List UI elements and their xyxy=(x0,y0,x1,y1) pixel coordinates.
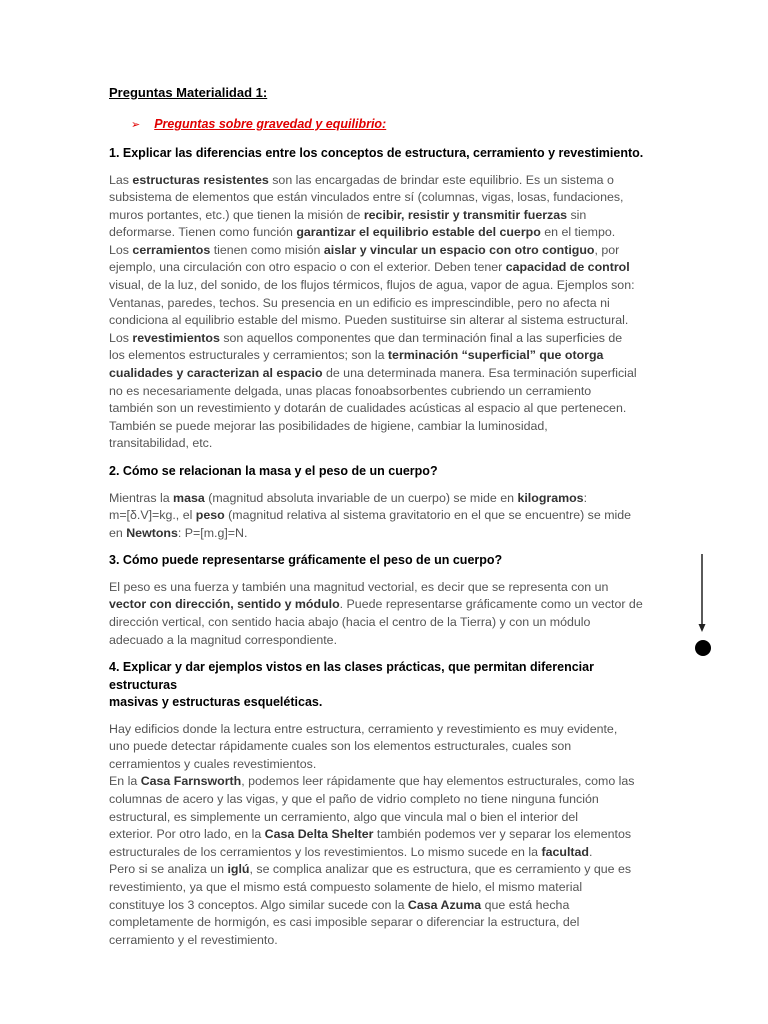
answer-paragraph xyxy=(109,172,661,454)
bold-term: estructuras resistentes xyxy=(132,172,269,187)
text-run: tienen como misión xyxy=(210,242,324,257)
bold-term: kilogramos xyxy=(517,490,584,505)
text-run: , se complica analizar que es estructura, que es cerramiento y que es revestimiento, ya que el mismo está compuesto solamente de hielo, el mismo material constituye los 3 conceptos. Algo similar sucede con la xyxy=(109,862,632,912)
bold-term: iglú xyxy=(227,862,250,877)
bold-term: peso xyxy=(195,508,225,523)
answer-paragraph xyxy=(109,721,661,950)
text-run: que está hecha completamente de hormigón, es casi imposible separar o diferenciar la estructura, del cerramiento y el revestimiento. xyxy=(109,897,580,947)
weight-vector-diagram xyxy=(694,554,714,658)
text-run: El peso es una fuerza y también una magnitud vectorial, es decir que se representa con un xyxy=(109,579,609,594)
answer-paragraph xyxy=(109,490,661,543)
bold-term: Casa Azuma xyxy=(407,897,482,912)
text-run: , por ejemplo, una circulación con otro espacio o con el exterior. Deben tener xyxy=(109,242,620,275)
page-title: Preguntas Materialidad 1: xyxy=(109,85,268,100)
bold-term: revestimientos xyxy=(132,330,220,345)
question-block-3 xyxy=(109,552,661,649)
bold-term: garantizar el equilibrio estable del cuerpo xyxy=(296,225,541,240)
answer-paragraph xyxy=(109,579,661,649)
question-heading: 2. Cómo se relacionan la masa y el peso de un cuerpo? xyxy=(109,464,438,478)
question-heading: 4. Explicar y dar ejemplos vistos en las clases prácticas, que permitan diferenciar estructuras masivas y estructuras esqueléticas. xyxy=(109,660,594,710)
text-run: son las encargadas de brindar este equilibrio. Es un sistema o subsistema de elementos que están vinculados entre sí (columnas, vigas, losas, fundaciones, muros portantes, etc.) que tienen la misión de xyxy=(109,172,624,222)
text-run: en el tiempo. Los xyxy=(109,225,616,257)
bold-term: recibir, resistir y transmitir fuerzas xyxy=(363,207,568,222)
text-run: : P=[m.g]=N. xyxy=(177,525,248,540)
text-run: (magnitud absoluta invariable de un cuerpo) se mide en xyxy=(204,490,518,505)
text-run: (magnitud relativa al sistema gravitatorio en el que se encuentre) se mide en xyxy=(109,508,632,540)
bold-term: Newtons xyxy=(126,525,178,540)
bold-term: terminación “superficial” que otorga cualidades y caracterizan al espacio xyxy=(109,348,604,381)
bold-term: vector con dirección, sentido y módulo xyxy=(109,597,340,612)
text-run: Las xyxy=(109,172,133,187)
question-heading: 3. Cómo puede representarse gráficamente el peso de un cuerpo? xyxy=(109,553,503,568)
bold-term: capacidad de control xyxy=(505,260,630,275)
text-run: Hay edificios donde la lectura entre estructura, cerramiento y revestimiento es muy evidente, uno puede detectar rápidamente cuales son los elementos estructurales, cuales son cerramientos y cuales revestimientos. En la xyxy=(109,721,618,789)
text-run: , podemos leer rápidamente que hay elementos estructurales, como las columnas de acero y las vigas, y que el paño de vidrio completo no tiene ninguna función estructural, es simplemente un cerramiento, algo que vincula mal o bien el interior del exterior. Por otro lado, en la xyxy=(109,774,635,842)
bold-term: Casa Delta Shelter xyxy=(264,827,374,842)
text-run: son aquellos componentes que dan terminación final a las superficies de los elementos estructurales y cerramientos; son la xyxy=(109,330,623,363)
section-subtitle-text: Preguntas sobre gravedad y equilibrio: xyxy=(154,117,387,131)
text-run: . Puede representarse gráficamente como un vector de dirección vertical, con sentido hacia abajo (hacia el centro de la Tierra) y con un módulo adecuado a la magnitud correspondiente. xyxy=(109,597,643,647)
question-block-4 xyxy=(109,659,661,949)
bold-term: facultad xyxy=(541,844,589,859)
bold-term: Casa Farnsworth xyxy=(140,774,242,789)
bold-term: cerramientos xyxy=(132,242,211,257)
text-run: . Pero si se analiza un xyxy=(109,844,593,877)
question-heading: 1. Explicar las diferencias entre los conceptos de estructura, cerramiento y revestimiento. xyxy=(109,146,644,160)
arrow-bullet-icon: ➢ xyxy=(131,119,141,131)
text-run: visual, de la luz, del sonido, de los flujos térmicos, flujos de agua, vapor de agua. Ejemplos son: Ventanas, paredes, techos. Su presencia en un edificio es imprescindible, pero no afecta ni condiciona al equilibrio estable del mismo. Pueden sustituirse sin alterar al sistema estructural. Los xyxy=(109,278,635,345)
text-run: de una determinada manera. Esa terminación superficial no es necesariamente delgada, unas placas fonoabsorbentes cubriendo un cerramiento también son un revestimiento y dotarán de cualidades acústicas al espacio al que pertenecen. También se puede mejorar las posibilidades de higiene, cambiar la luminosidad, transitabilidad, etc. xyxy=(109,366,637,451)
bold-term: aislar y vincular un espacio con otro contiguo xyxy=(323,242,595,257)
bold-term: masa xyxy=(173,490,205,505)
section-subtitle xyxy=(131,116,661,134)
body-point-icon xyxy=(695,640,711,656)
text-run: sin deformarse. Tienen como función xyxy=(109,207,587,240)
question-block-2 xyxy=(109,463,661,542)
text-run: Mientras la xyxy=(109,490,174,505)
document-page xyxy=(109,84,661,959)
text-run: : m=[δ.V]=kg., el xyxy=(109,490,588,523)
question-block-1 xyxy=(109,145,661,453)
text-run: también podemos ver y separar los elementos estructurales de los cerramientos y los revestimientos. Lo mismo sucede en la xyxy=(109,827,632,859)
vector-arrowhead-icon xyxy=(699,624,706,632)
